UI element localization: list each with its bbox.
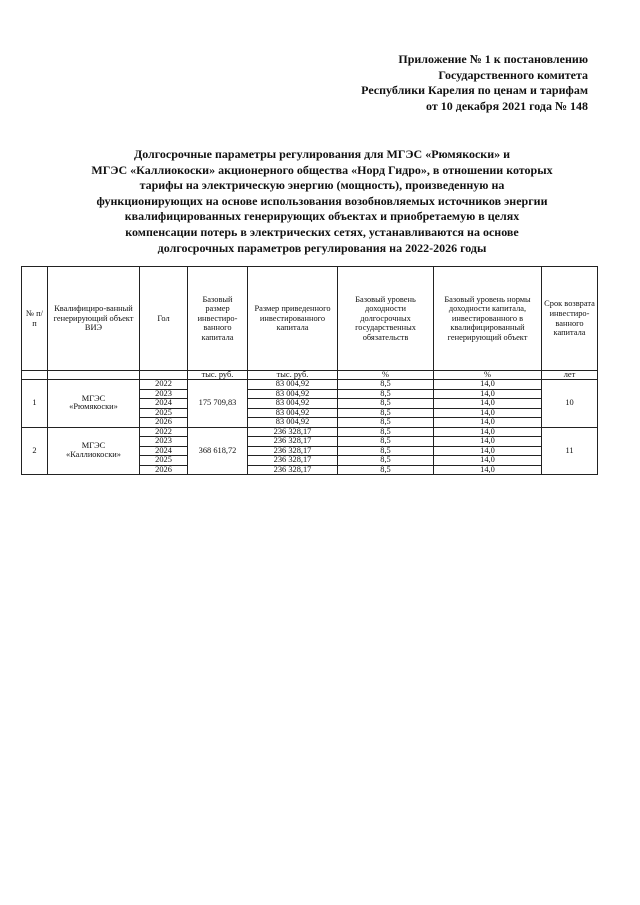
row-norm-yield: 14,0 — [434, 418, 542, 428]
unit-year — [140, 371, 188, 380]
row-reduced-capital: 83 004,92 — [248, 380, 338, 390]
row-reduced-capital: 83 004,92 — [248, 389, 338, 399]
row-reduced-capital: 236 328,17 — [248, 427, 338, 437]
object-name-line2: «Каллиокоски» — [66, 449, 121, 459]
row-year: 2024 — [140, 399, 188, 409]
appendix-line: Государственного комитета — [438, 67, 588, 82]
header-num: № п/п — [22, 267, 48, 371]
title-line: Долгосрочные параметры регулирования для МГЭС «Рюмякоски» и — [133, 147, 511, 161]
header-return-period: Срок возврата инвестиро-ванного капитала — [542, 267, 598, 371]
table-header-row — [22, 267, 598, 371]
table-row — [22, 427, 598, 437]
table-units-row — [22, 371, 598, 380]
appendix-line: Республики Карелия по ценам и тарифам — [361, 83, 588, 97]
object-name-line1: МГЭС — [81, 393, 106, 403]
row-norm-yield: 14,0 — [434, 399, 542, 409]
title-line: компенсации потерь в электрических сетях, устанавливаются на основе — [125, 224, 519, 239]
row-base-capital: 368 618,72 — [188, 427, 248, 475]
row-number: 2 — [22, 427, 48, 475]
row-reduced-capital: 236 328,17 — [248, 456, 338, 466]
row-norm-yield: 14,0 — [434, 408, 542, 418]
row-base-capital: 175 709,83 — [188, 380, 248, 428]
parameters-table — [21, 266, 598, 475]
row-return-period: 11 — [542, 427, 598, 475]
row-norm-yield: 14,0 — [434, 389, 542, 399]
header-reduced-capital: Размер приведенного инвестированного капитала — [248, 267, 338, 371]
row-object — [48, 380, 140, 428]
title-line: тарифы на электрическую энергию (мощность), произведенную на — [139, 178, 505, 193]
row-norm-yield: 14,0 — [434, 446, 542, 456]
appendix-line: Приложение № 1 к постановлению — [398, 52, 588, 66]
header-year: Гол — [140, 267, 188, 371]
title-line: квалифицированных генерирующих объектах и приобретаемую в целях — [124, 209, 520, 224]
row-year: 2026 — [140, 465, 188, 475]
row-year: 2022 — [140, 427, 188, 437]
header-base-capital: Базовый размер инвестиро-ванного капитала — [188, 267, 248, 371]
row-norm-yield: 14,0 — [434, 465, 542, 475]
row-base-yield: 8,5 — [338, 389, 434, 399]
appendix-line: от 10 декабря 2021 года № 148 — [426, 98, 588, 113]
title-line: функционирующих на основе использования возобновляемых источников энергии — [96, 193, 548, 208]
row-year: 2024 — [140, 446, 188, 456]
title-line: долгосрочных параметров регулирования на 2022-2026 годы — [157, 240, 487, 255]
header-norm-yield: Базовый уровень нормы доходности капитала, инвестированного в квалифицированный генерирующий объект — [434, 267, 542, 371]
unit-base-capital: тыс. руб. — [188, 371, 248, 380]
row-base-yield: 8,5 — [338, 456, 434, 466]
unit-norm-yield: % — [434, 371, 542, 380]
header-object: Квалифициро-ванный генерирующий объект ВИЭ — [48, 267, 140, 371]
row-year: 2023 — [140, 389, 188, 399]
row-base-yield: 8,5 — [338, 408, 434, 418]
row-reduced-capital: 83 004,92 — [248, 418, 338, 428]
unit-object — [48, 371, 140, 380]
unit-return-period: лет — [542, 371, 598, 380]
object-name-line2: «Рюмякоски» — [69, 402, 118, 412]
object-name-line1: МГЭС — [81, 441, 106, 451]
row-reduced-capital: 83 004,92 — [248, 399, 338, 409]
unit-reduced-capital: тыс. руб. — [248, 371, 338, 380]
row-year: 2023 — [140, 437, 188, 447]
row-reduced-capital: 83 004,92 — [248, 408, 338, 418]
header-base-yield: Базовый уровень доходности долгосрочных государственных обязательств — [338, 267, 434, 371]
title-line: МГЭС «Каллиокоски» акционерного общества «Норд Гидро», в отношении которых — [91, 162, 553, 177]
row-norm-yield: 14,0 — [434, 380, 542, 390]
document-title — [72, 147, 572, 256]
row-base-yield: 8,5 — [338, 380, 434, 390]
appendix-header — [268, 52, 588, 114]
row-base-yield: 8,5 — [338, 446, 434, 456]
table-row — [22, 380, 598, 390]
row-year: 2025 — [140, 456, 188, 466]
row-base-yield: 8,5 — [338, 399, 434, 409]
row-base-yield: 8,5 — [338, 437, 434, 447]
row-norm-yield: 14,0 — [434, 427, 542, 437]
row-reduced-capital: 236 328,17 — [248, 437, 338, 447]
row-year: 2025 — [140, 408, 188, 418]
row-return-period: 10 — [542, 380, 598, 428]
row-norm-yield: 14,0 — [434, 437, 542, 447]
row-year: 2026 — [140, 418, 188, 428]
unit-num — [22, 371, 48, 380]
row-base-yield: 8,5 — [338, 418, 434, 428]
row-year: 2022 — [140, 380, 188, 390]
row-number: 1 — [22, 380, 48, 428]
row-reduced-capital: 236 328,17 — [248, 446, 338, 456]
unit-base-yield: % — [338, 371, 434, 380]
row-base-yield: 8,5 — [338, 465, 434, 475]
row-reduced-capital: 236 328,17 — [248, 465, 338, 475]
row-base-yield: 8,5 — [338, 427, 434, 437]
row-norm-yield: 14,0 — [434, 456, 542, 466]
row-object — [48, 427, 140, 475]
